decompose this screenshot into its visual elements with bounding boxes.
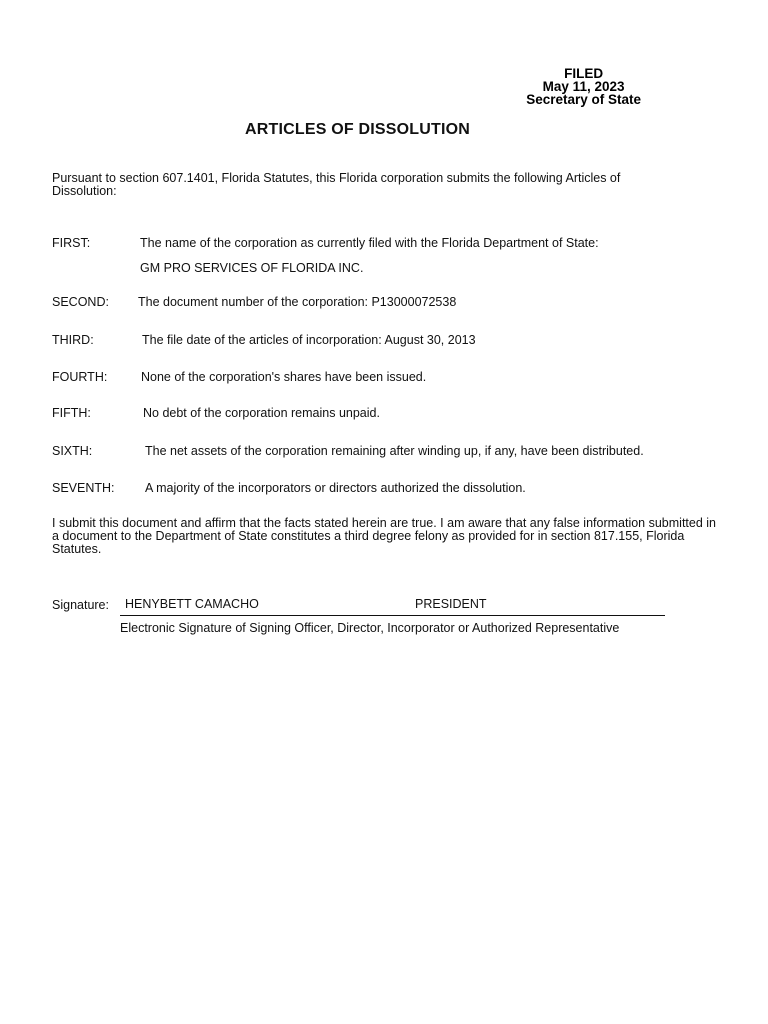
article-text: The file date of the articles of incorporation: August 30, 2013 bbox=[142, 333, 476, 347]
article-text: No debt of the corporation remains unpaid. bbox=[143, 406, 380, 420]
article-text: None of the corporation's shares have been issued. bbox=[141, 370, 427, 384]
article-label: SIXTH: bbox=[52, 444, 93, 458]
document-title: ARTICLES OF DISSOLUTION bbox=[244, 121, 471, 138]
signature-label: Signature: bbox=[52, 598, 109, 612]
affirmation-paragraph: I submit this document and affirm that the facts stated herein are true. I am aware that any false information submitted in a document to the Department of State constitutes a third degree felony as provided for in section 817.155, Florida Statutes. bbox=[52, 516, 716, 556]
filed-stamp-date: May 11, 2023 bbox=[542, 79, 625, 94]
article-text: The name of the corporation as currently filed with the Florida Department of State: bbox=[140, 236, 599, 250]
corporation-name: GM PRO SERVICES OF FLORIDA INC. bbox=[140, 261, 364, 275]
article-label: FOURTH: bbox=[52, 370, 108, 384]
article-text: The document number of the corporation: P13000072538 bbox=[138, 295, 457, 309]
filed-stamp-office: Secretary of State bbox=[526, 92, 641, 107]
article-text: The net assets of the corporation remaining after winding up, if any, have been distributed. bbox=[145, 444, 644, 458]
article-label: FIFTH: bbox=[52, 406, 91, 420]
intro-paragraph: Pursuant to section 607.1401, Florida Statutes, this Florida corporation submits the following Articles of Dissolution: bbox=[52, 171, 621, 198]
signature-caption: Electronic Signature of Signing Officer, Director, Incorporator or Authorized Representative bbox=[120, 621, 620, 635]
signer-title: PRESIDENT bbox=[415, 597, 487, 611]
signature-block bbox=[52, 598, 672, 616]
article-label: THIRD: bbox=[52, 333, 94, 347]
filed-stamp-status: FILED bbox=[564, 66, 604, 81]
article-text: A majority of the incorporators or directors authorized the dissolution. bbox=[145, 481, 526, 495]
article-label: SEVENTH: bbox=[52, 481, 115, 495]
filed-stamp bbox=[526, 67, 641, 106]
signature-line bbox=[120, 615, 665, 616]
article-label: FIRST: bbox=[52, 236, 91, 250]
signer-name: HENYBETT CAMACHO bbox=[125, 597, 259, 611]
article-label: SECOND: bbox=[52, 295, 109, 309]
